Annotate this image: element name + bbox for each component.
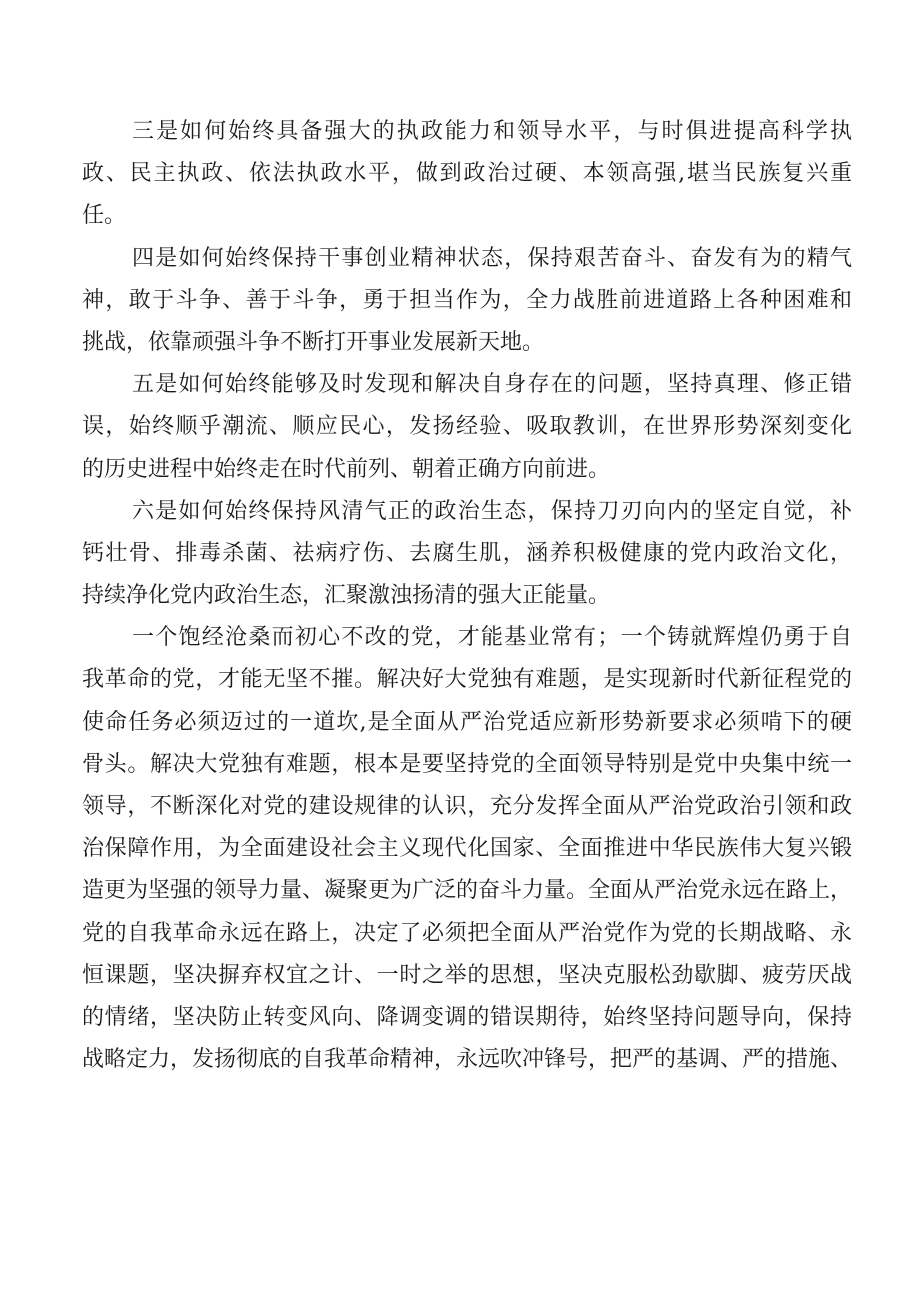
paragraph-6: [82, 491, 852, 618]
paragraph-3: [82, 111, 852, 238]
text-line: 钙壮骨、排毒杀菌、祛病疗伤、去腐生肌，涵养积极健康的党内政治文化，: [82, 540, 852, 566]
text-line: 政、民主执政、依法执政水平，做到政治过硬、本领高强,堪当民族复兴重: [82, 161, 852, 187]
text-line: 误，始终顺乎潮流、顺应民心，发扬经验、吸取教训，在世界形势深刻变化: [82, 414, 852, 440]
paragraph-7: [82, 617, 852, 1081]
document-body: [82, 111, 852, 1081]
text-line: 战略定力，发扬彻底的自我革命精神，永远吹冲锋号，把严的基调、严的措施、: [82, 1047, 853, 1073]
text-line: 挑战，依靠顽强斗争不断打开事业发展新天地。: [82, 329, 545, 355]
text-line: 党的自我革命永远在路上，决定了必须把全面从严治党作为党的长期战略、永: [82, 920, 852, 946]
text-line: 一个饱经沧桑而初心不改的党，才能基业常有；一个铸就辉煌仍勇于自: [132, 625, 852, 651]
text-line: 持续净化党内政治生态，汇聚激浊扬清的强大正能量。: [82, 583, 611, 609]
text-line: 恒课题，坚决摒弃权宜之计、一时之举的思想，坚决克服松劲歇脚、疲劳厌战: [82, 962, 852, 988]
paragraph-4: [82, 238, 852, 365]
text-line: 的历史进程中始终走在时代前列、朝着正确方向前进。: [82, 456, 611, 482]
text-line: 骨头。解决大党独有难题，根本是要坚持党的全面领导特别是党中央集中统一: [82, 751, 852, 777]
text-line: 六是如何始终保持风清气正的政治生态，保持刀刃向内的坚定自觉，补: [132, 498, 852, 524]
text-line: 领导，不断深化对党的建设规律的认识，充分发挥全面从严治党政治引领和政: [82, 794, 852, 819]
text-line: 神，敢于斗争、善于斗争，勇于担当作为，全力战胜前进道路上各种困难和: [82, 287, 852, 313]
text-line: 的情绪，坚决防止转变风向、降调变调的错误期待，始终坚持问题导向，保持: [82, 1004, 852, 1030]
paragraph-5: [82, 364, 852, 491]
text-line: 我革命的党，才能无坚不摧。解决好大党独有难题，是实现新时代新征程党的: [82, 667, 852, 693]
text-line: 三是如何始终具备强大的执政能力和领导水平，与时俱进提高科学执: [132, 119, 852, 144]
text-line: 四是如何始终保持干事创业精神状态，保持艰苦奋斗、奋发有为的精气: [132, 245, 852, 271]
text-line: 任。: [82, 203, 127, 229]
text-line: 治保障作用，为全面建设社会主义现代化国家、全面推进中华民族伟大复兴锻: [82, 836, 852, 862]
text-line: 造更为坚强的领导力量、凝聚更为广泛的奋斗力量。全面从严治党永远在路上，: [82, 878, 853, 904]
text-line: 五是如何始终能够及时发现和解决自身存在的问题，坚持真理、修正错: [132, 372, 852, 398]
text-line: 使命任务必须迈过的一道坎,是全面从严治党适应新形势新要求必须啃下的硬: [82, 709, 852, 735]
